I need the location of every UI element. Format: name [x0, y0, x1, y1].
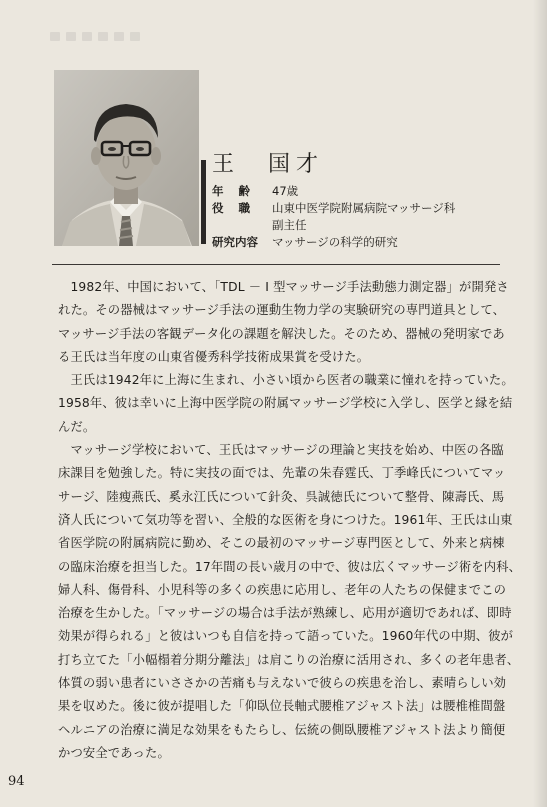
body-line: 床課目を勉強した。特に実技の面では、先輩の朱春霆氏、丁季峰氏についてマッ	[58, 466, 506, 481]
body-line: の臨床治療を担当した。17年間の長い歳月の中で、彼は広くマッサージ術を内科、	[58, 559, 522, 574]
body-line: 果を収めた。後に彼が提唱した「仰臥位長軸式腰椎アジャスト法」は腰椎椎間盤	[58, 699, 506, 714]
research-value: マッサージの科学的研究	[272, 235, 398, 249]
body-line: 婦人科、傷骨科、小児科等の多くの疾患に応用し、老年の人たちの保健までこの	[58, 582, 507, 597]
section-divider	[52, 264, 500, 265]
name-accent-bar	[201, 160, 206, 244]
age-row	[212, 183, 455, 200]
body-line: んだ。	[58, 419, 96, 434]
body-line: マッサージ学校において、王氏はマッサージの理論と実技を始め、中医の各臨	[58, 443, 504, 458]
body-line: る王氏は当年度の山東省優秀科学技術成果賞を受けた。	[58, 349, 370, 364]
position-label-spacer	[212, 217, 272, 234]
body-line: 済人氏について気功等を習い、全般的な医術を身につけた。1961年、王氏は山東	[58, 512, 513, 527]
research-row	[212, 234, 455, 251]
bleed-through-header	[50, 26, 190, 38]
page-number: 94	[8, 774, 25, 789]
body-line: かつ安全であった。	[58, 745, 170, 760]
body-line: サージ、陸瘦燕氏、奚永江氏について針灸、呉誠徳氏について整骨、陳壽氏、馬	[58, 489, 505, 504]
page-edge-shadow	[533, 0, 547, 807]
body-line: 体質の弱い患者にいささかの苦痛も与えないで彼らの疾患を治し、素晴らしい効	[58, 676, 507, 691]
article-body	[58, 276, 522, 765]
body-line: れた。その器械はマッサージ手法の運動生物力学の実験研究の専門道具として、	[58, 303, 506, 318]
age-value: 47歳	[272, 184, 299, 198]
position-value: 山東中医学院附属病院マッサージ科	[272, 201, 456, 215]
body-line: 効果が得られる」と彼はいつも自信を持って語っていた。1960年代の中期、彼が	[58, 629, 514, 644]
body-line: マッサージ手法の客観データ化の課題を解決した。そのため、器械の発明家であ	[58, 326, 505, 341]
portrait-illustration	[54, 70, 199, 246]
body-line: 省医学院の附属病院に勤め、そこの最初のマッサージ専門医として、外来と病棟	[58, 536, 505, 551]
position-value-cont: 副主任	[272, 218, 307, 232]
body-line: 1982年、中国において、「TDL － I 型マッサージ手法動態力測定器」が開発さ	[58, 280, 509, 294]
profile-info	[212, 183, 455, 251]
position-label: 役職	[212, 201, 265, 215]
age-label: 年齢	[212, 184, 265, 198]
body-line: 打ち立てた「小幅榻着分期分離法」は肩こりの治療に活用され、多くの老年患者、	[58, 652, 520, 667]
body-line: 1958年、彼は幸いに上海中医学院の附属マッサージ学校に入学し、医学と縁を結	[58, 396, 513, 411]
body-line: ヘルニアの治療に満足な効果をもたらし、伝統の側臥腰椎アジャスト法より簡便	[58, 722, 506, 737]
research-label: 研究内容	[212, 235, 258, 249]
position-row	[212, 200, 455, 217]
person-name: 王 国才	[212, 152, 325, 177]
body-line: 王氏は1942年に上海に生まれ、小さい頃から医者の職業に憧れを持っていた。	[58, 373, 514, 388]
portrait-photo	[54, 70, 199, 246]
body-line: 治療を生かした。「マッサージの場合は手法が熟練し、応用が適切であれば、即時	[58, 606, 512, 621]
position-row-cont	[212, 217, 455, 234]
